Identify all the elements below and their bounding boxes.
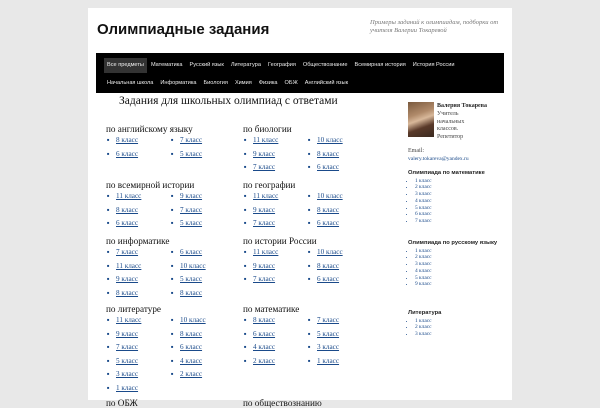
grade-link[interactable]: ■ 7 класс [243, 161, 307, 175]
widget-math-olympiad [408, 170, 503, 225]
grade-link[interactable]: ■ 7 класс [106, 246, 170, 260]
grade-list [243, 190, 307, 231]
nav-item-english[interactable]: Английский язык [304, 80, 349, 86]
avatar [408, 102, 434, 137]
subject-title: по истории России [243, 236, 317, 246]
grade-link[interactable]: ■ 8 класс [170, 328, 230, 342]
nav-row-1 [104, 58, 458, 73]
grade-link[interactable]: ■ 5 класс [106, 355, 170, 369]
grade-link[interactable]: ■ 6 класс [106, 217, 170, 231]
widget-title: Литература [408, 310, 442, 316]
grade-list [243, 314, 307, 368]
grade-list [170, 134, 230, 161]
grade-link[interactable]: ■ 8 класс [106, 134, 170, 148]
subject-title: по биологии [243, 124, 292, 134]
grade-link[interactable]: ■ 10 класс [170, 314, 230, 328]
subject-block [106, 398, 138, 408]
grade-link[interactable]: ■ 6 класс [307, 161, 367, 175]
widget-link[interactable]: • 5 класс [415, 275, 503, 282]
grade-list [243, 246, 307, 287]
grade-link[interactable]: ■ 7 класс [307, 314, 367, 328]
grade-link[interactable]: ■ 4 класс [243, 341, 307, 355]
grade-link[interactable]: ■ 10 класс [307, 246, 367, 260]
grade-link[interactable]: ■ 7 класс [170, 134, 230, 148]
page [88, 8, 512, 408]
grade-link[interactable]: ■ 7 класс [243, 273, 307, 287]
subject-block [243, 236, 367, 287]
grade-list [170, 190, 230, 231]
grade-link[interactable]: ■ 9 класс [243, 260, 307, 274]
grade-link[interactable]: ■ 6 класс [243, 328, 307, 342]
widget-title: Олимпиада по русскому языку [408, 240, 498, 246]
grade-link[interactable]: ■ 9 класс [243, 148, 307, 162]
widget-link[interactable]: • 5 класс [415, 205, 503, 212]
site-description: Примеры заданий к олимпиадам, подборки от учителя Валерии Токаревой [370, 19, 499, 34]
grade-link[interactable]: ■ 6 класс [106, 148, 170, 162]
nav-item-math[interactable]: Математика [150, 62, 183, 68]
grade-link[interactable]: ■ 5 класс [170, 217, 230, 231]
widget-link[interactable]: • 1 класс [415, 178, 503, 185]
subject-title: по обществознанию [243, 398, 322, 408]
author-card [437, 103, 487, 142]
widget-link[interactable]: • 4 класс [415, 268, 503, 275]
grade-link[interactable]: ■ 8 класс [307, 204, 367, 218]
subject-block [243, 398, 322, 408]
grade-link[interactable]: ■ 7 класс [170, 204, 230, 218]
subject-block [106, 180, 230, 231]
grade-link[interactable]: ■ 8 класс [307, 260, 367, 274]
author-name: Валерия Токарева [437, 103, 487, 109]
grade-link[interactable]: ■ 11 класс [243, 246, 307, 260]
subject-title: по географии [243, 180, 296, 190]
widget-link[interactable]: • 1 класс [415, 248, 503, 255]
widget-title: Олимпиада по математике [408, 170, 485, 176]
grade-link[interactable]: ■ 11 класс [243, 134, 307, 148]
grade-link[interactable]: ■ 8 класс [243, 314, 307, 328]
grade-link[interactable]: ■ 1 класс [106, 382, 170, 396]
widget-link[interactable]: • 7 класс [415, 218, 503, 225]
grade-link[interactable]: ■ 11 класс [243, 190, 307, 204]
subject-title: по информатике [106, 236, 170, 246]
grade-link[interactable]: ■ 11 класс [106, 314, 170, 328]
grade-link[interactable]: ■ 5 класс [307, 328, 367, 342]
subject-block [106, 304, 230, 395]
grade-link[interactable]: ■ 6 класс [170, 246, 230, 260]
author-bio-line: классов. [437, 126, 459, 133]
grade-link[interactable]: ■ 2 класс [243, 355, 307, 369]
nav-item-world-history[interactable]: Всемирная история [354, 62, 406, 68]
grade-link[interactable]: ■ 3 класс [307, 341, 367, 355]
nav-item-russian[interactable]: Русский язык [189, 62, 224, 68]
grade-link[interactable]: ■ 5 класс [170, 273, 230, 287]
author-bio-line: Учитель [437, 110, 459, 117]
subject-block [106, 124, 230, 161]
email-label: Email: [408, 148, 424, 154]
grade-link[interactable]: ■ 10 класс [307, 190, 367, 204]
nav-item-primary-school[interactable]: Начальная школа [107, 80, 154, 86]
nav-item-physics[interactable]: Физика [258, 80, 278, 86]
grade-link[interactable]: ■ 8 класс [106, 204, 170, 218]
nav-item-literature[interactable]: Литература [230, 62, 261, 68]
widget-link[interactable]: • 6 класс [415, 211, 503, 218]
nav-item-biology[interactable]: Биология [203, 80, 228, 86]
grade-list [307, 314, 367, 368]
site-title[interactable]: Олимпиадные задания [97, 21, 270, 38]
widget-link[interactable]: • 2 класс [415, 254, 503, 261]
grade-link[interactable]: ■ 5 класс [170, 148, 230, 162]
grade-list [170, 314, 230, 395]
widget-link[interactable]: • 3 класс [415, 331, 503, 338]
widget-link[interactable]: • 2 класс [415, 324, 503, 331]
grade-list [106, 314, 170, 395]
subject-block [106, 236, 230, 300]
grade-list [307, 190, 367, 231]
grade-link[interactable]: ■ 7 класс [106, 341, 170, 355]
widget-link[interactable]: • 3 класс [415, 191, 503, 198]
grade-link[interactable]: ■ 7 класс [243, 217, 307, 231]
grade-link[interactable]: ■ 11 класс [106, 260, 170, 274]
grade-list [106, 134, 170, 161]
nav-item-all-subjects[interactable]: Все предметы [104, 58, 147, 73]
grade-link[interactable]: ■ 8 класс [106, 287, 170, 301]
widget-link[interactable]: • 9 класс [415, 281, 503, 288]
grade-link[interactable]: ■ 11 класс [106, 190, 170, 204]
subject-title: по ОБЖ [106, 398, 138, 408]
grade-link[interactable]: ■ 10 класс [170, 260, 230, 274]
subject-title: по математике [243, 304, 300, 314]
grade-link[interactable]: ■ 2 класс [170, 368, 230, 382]
subject-title: по литературе [106, 304, 161, 314]
nav-row-2 [104, 76, 352, 91]
grade-list [170, 246, 230, 300]
grade-list [307, 134, 367, 175]
nav-item-chemistry[interactable]: Химия [234, 80, 252, 86]
grade-link[interactable]: ■ 6 класс [307, 217, 367, 231]
grade-link[interactable]: ■ 9 класс [106, 328, 170, 342]
subject-block [243, 124, 367, 175]
grade-list [307, 246, 367, 287]
email-link[interactable]: valery.tokareva@yandex.ru [408, 156, 469, 162]
grade-link[interactable]: ■ 6 класс [170, 341, 230, 355]
subject-title: по английскому языку [106, 124, 193, 134]
grade-list [106, 246, 170, 300]
widget-link[interactable]: • 4 класс [415, 198, 503, 205]
widget-link[interactable]: • 3 класс [415, 261, 503, 268]
widget-link[interactable]: • 1 класс [415, 318, 503, 325]
nav-item-russian-history[interactable]: История России [412, 62, 455, 68]
grade-link[interactable]: ■ 9 класс [106, 273, 170, 287]
main-navigation [96, 53, 504, 93]
nav-item-obzh[interactable]: ОБЖ [284, 80, 298, 86]
subject-block [243, 304, 367, 368]
subject-title: по всемирной истории [106, 180, 195, 190]
author-bio-line: Репетитор [437, 134, 464, 141]
subject-block [243, 180, 367, 231]
widget-link[interactable]: • 2 класс [415, 184, 503, 191]
author-bio-line: начальных [437, 118, 465, 125]
nav-item-geography[interactable]: География [267, 62, 296, 68]
grade-link[interactable]: ■ 9 класс [170, 190, 230, 204]
nav-item-social-studies[interactable]: Обществознание [302, 62, 348, 68]
widget-literature [408, 310, 503, 338]
grade-link[interactable]: ■ 6 класс [307, 273, 367, 287]
grade-link[interactable]: ■ 10 класс [307, 134, 367, 148]
grade-link[interactable]: ■ 4 класс [170, 355, 230, 369]
grade-list [243, 134, 307, 175]
grade-link[interactable]: ■ 8 класс [307, 148, 367, 162]
grade-link[interactable]: ■ 8 класс [170, 287, 230, 301]
grade-link[interactable]: ■ 9 класс [243, 204, 307, 218]
grade-list [106, 190, 170, 231]
grade-link[interactable]: ■ 1 класс [307, 355, 367, 369]
nav-item-informatics[interactable]: Информатика [160, 80, 197, 86]
widget-russian-olympiad [408, 240, 503, 288]
page-title: Задания для школьных олимпиад с ответами [119, 95, 338, 107]
grade-link[interactable]: ■ 3 класс [106, 368, 170, 382]
